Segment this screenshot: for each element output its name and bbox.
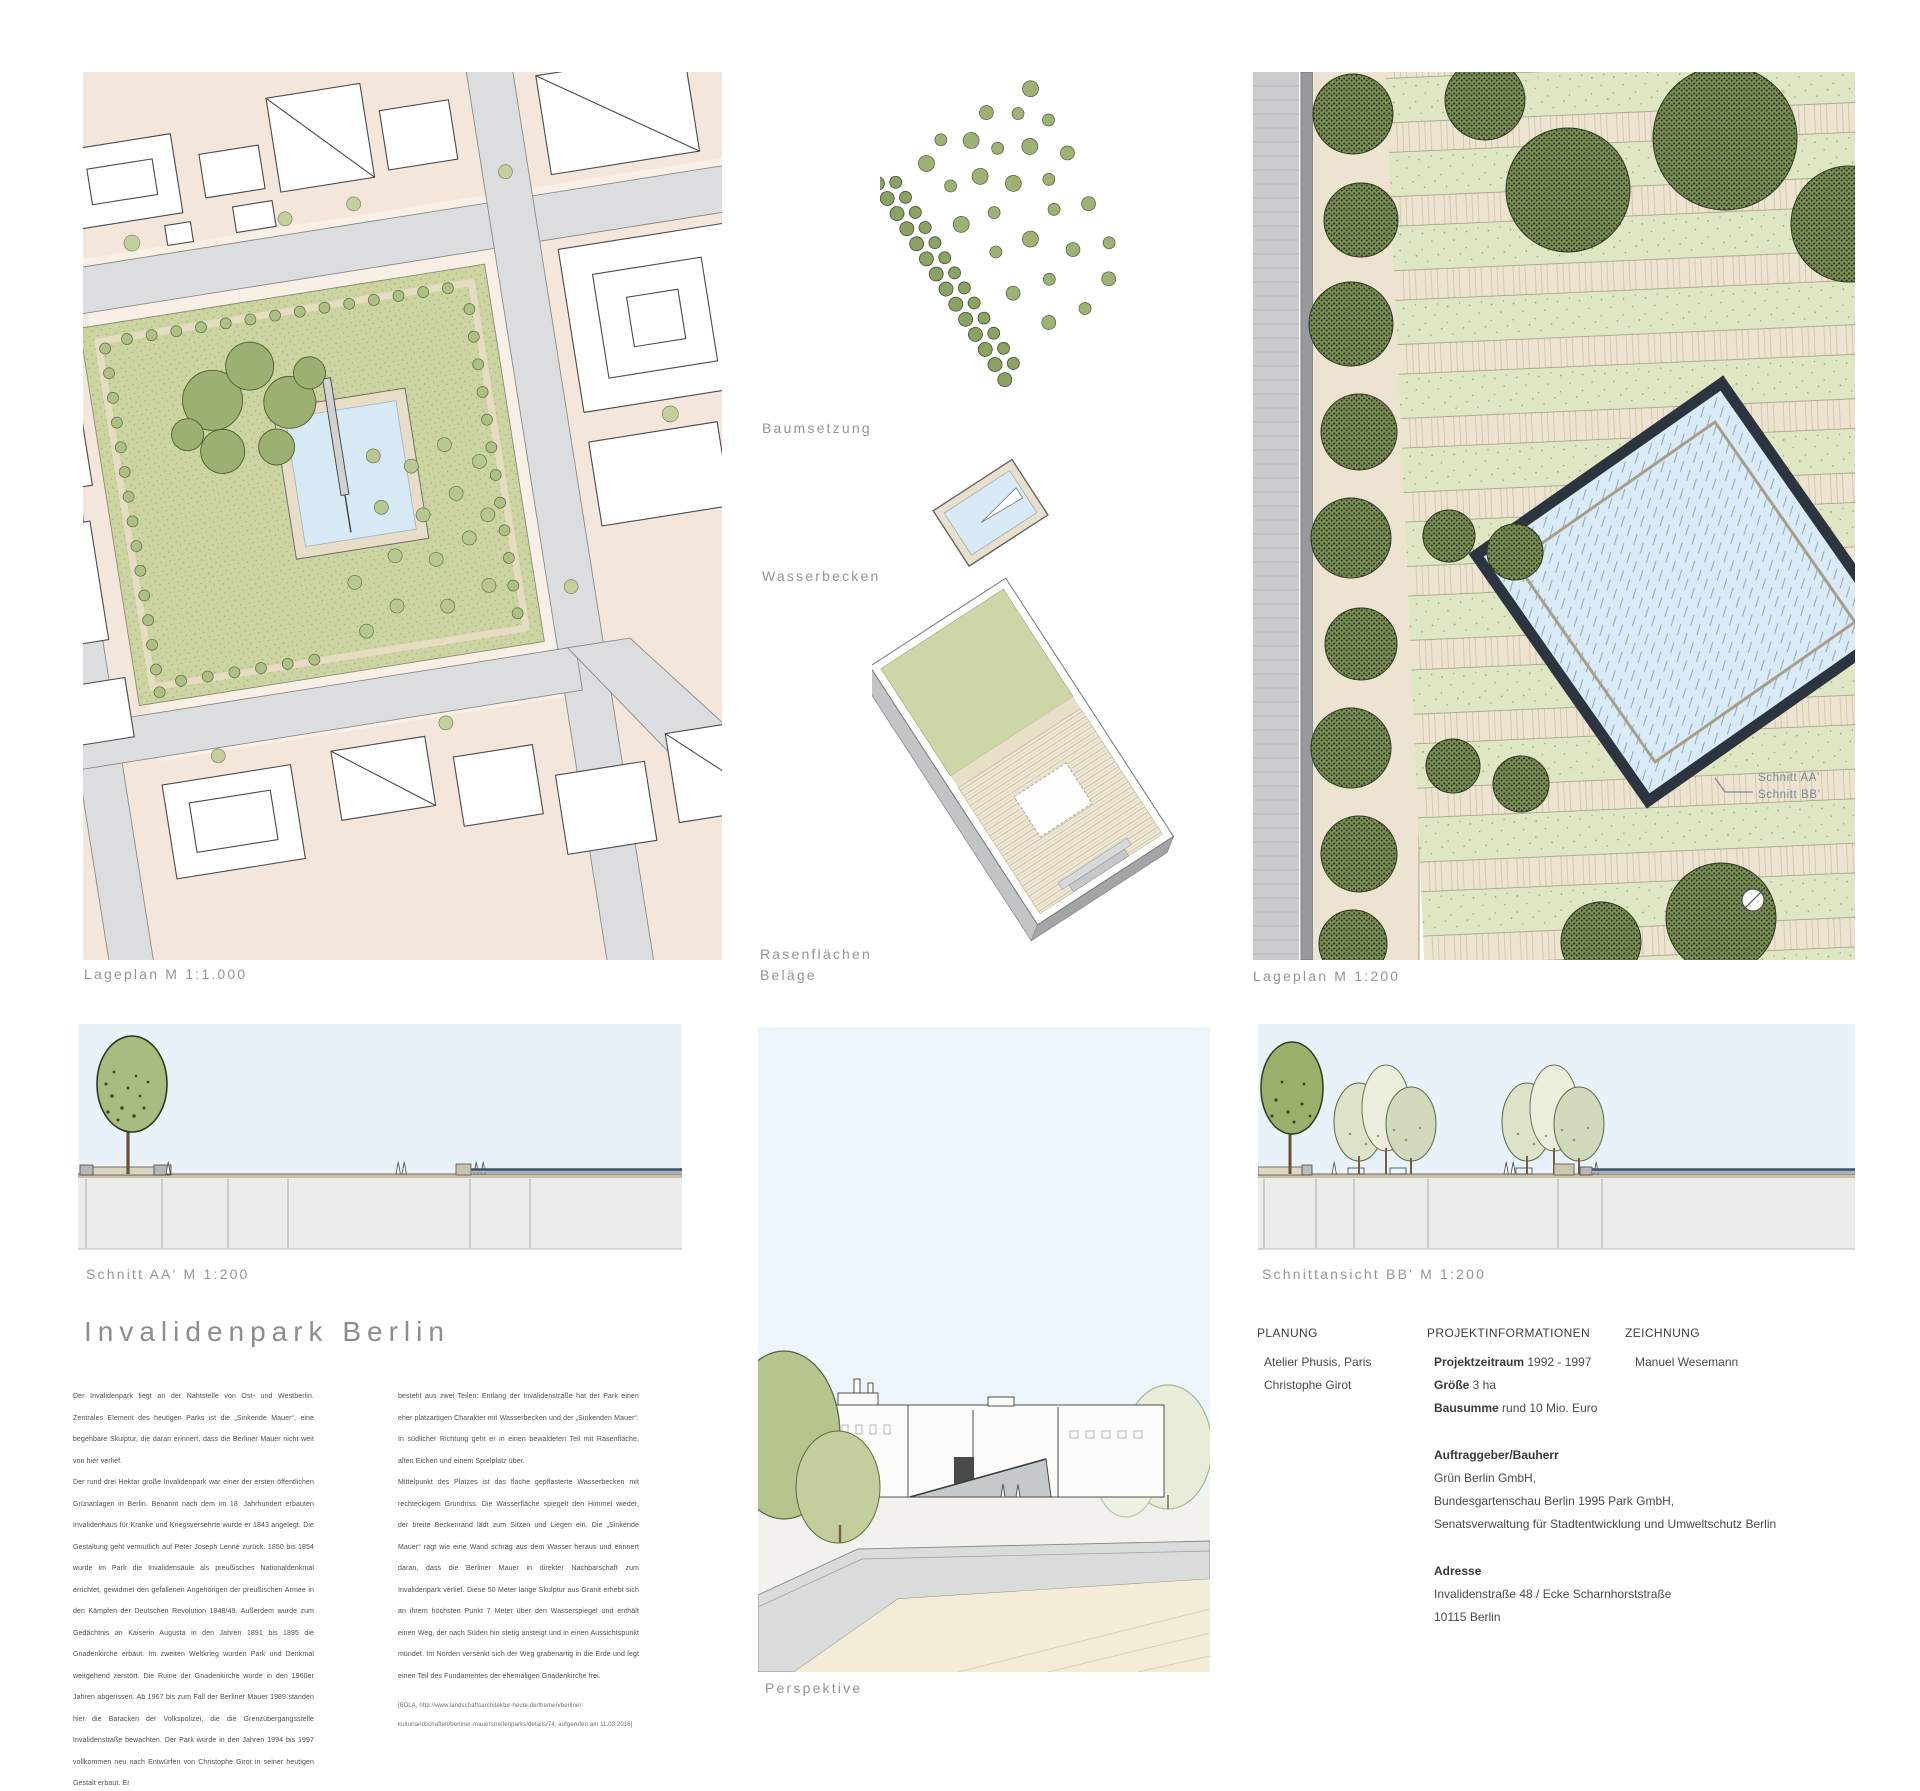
info-line: 10115 Berlin [1434,1610,1501,1624]
scattered-trees [907,78,1157,349]
page-title: Invalidenpark Berlin [84,1316,450,1347]
info-line: Invalidenstraße 48 / Ecke Scharnhorststraße [1434,1587,1672,1601]
paragraph: besteht aus zwei Teilen: Entlang der Invalidenstraße hat der Park einen eher platzartigen Charakter mit Wasserbecken und der „Sinkenden Mauer“. In südlicher Richtung geht er in einen bewaldeten Teil mit Rasenfläche, alten Eichen und einem Spielplatz über. [398,1393,639,1465]
zeichnung-header: ZEICHNUNG [1625,1326,1700,1340]
info-column-zeichnung [1625,1322,1738,1374]
water-surface [471,1170,682,1174]
info-line: Grün Berlin GmbH, [1434,1471,1537,1485]
perspective-drawing [758,1027,1210,1672]
rasenflaechen-belaege-label: Rasenflächen Beläge [760,946,873,983]
info-line: Größe 3 ha [1434,1378,1497,1392]
info-line: Bundesgartenschau Berlin 1995 Park GmbH, [1434,1494,1675,1508]
curb-strip [1301,72,1313,960]
paragraph: Der Invalidenpark liegt an der Nahtstelle von Ost- und Westberlin. Zentrales Element des heutigen Parks ist die „Sinkende Mauer“, eine begehbare Skulptur, die daran erinnert, dass die Berliner Mauer nicht weit von hier verlief. [73,1393,314,1465]
section-aa-label: Schnitt AA' M 1:200 [86,1266,250,1282]
wasserbecken-label: Wasserbecken [762,568,881,584]
north-arrow-icon [1742,889,1764,911]
site-plan-200-label: Lageplan M 1:200 [1253,968,1401,984]
site-plan-200-drawing [1253,72,1855,960]
section-cut-annotation: Schnitt AA' Schnitt BB' [1758,772,1821,801]
citation: [BDLA, http://www.landschaftsarchitektur-heute.de/themen/berliner-kulturlandschaften/berliner-mauerstreifenparks/details/74, aufgerufen am 11.03.2016] [398,1703,633,1728]
section-bb-drawing [1258,1024,1855,1260]
info-line: Christophe Girot [1264,1378,1352,1392]
info-line: Atelier Phusis, Paris [1264,1355,1372,1369]
surfaces-diagram [872,575,1182,960]
tree-placement-diagram [880,78,1190,418]
section-aa-drawing [78,1024,682,1260]
perspective-label: Perspektive [765,1680,863,1696]
site-plan-1000-drawing [83,72,722,960]
info-line: Manuel Wesemann [1635,1355,1739,1369]
tree-row [880,166,1027,390]
planung-header: PLANUNG [1257,1326,1318,1340]
baumsetzung-label: Baumsetzung [762,420,872,436]
water-surface [1592,1170,1855,1174]
info-line: Projektzeitraum 1992 - 1997 [1434,1355,1592,1369]
site-plan-200 [1253,72,1855,960]
paragraph: Mittelpunkt des Platzes ist das flache gepflasterte Wasserbecken mit rechteckigem Grundriss. Die Wasserfläche spiegelt den Himmel wieder, der breite Beckenrand lädt zum Sitzen und Liegen ein. Die „Sinkende Mauer“ ragt wie eine Wand schräg aus dem Wasser heraus und erinnert daran, dass die Berliner Mauer in direkter Nachbarschaft zum Invalidenpark verlief. Diese 50 Meter lange Skulptur aus Granit erhebt sich an ihrem höchsten Punkt 7 Meter über den Wasserspiegel und enthält einen Weg, der nach Süden hin stetig ansteigt und in einen Aussichtspunkt mündet. Im Norden versenkt sich der Weg grabenartig in die Erde und legt einen Teil des Fundamentes der ehemaligen Gnadenkirche frei. [398,1479,639,1680]
perspective-view [758,1027,1210,1672]
info-column-planung [1257,1322,1371,1397]
info-line: Senatsverwaltung für Stadtentwicklung und Umweltschutz Berlin [1434,1517,1777,1531]
projekt-header: PROJEKTINFORMATIONEN [1427,1326,1591,1340]
water-basin-diagram [925,452,1055,572]
info-line: Bausumme rund 10 Mio. Euro [1434,1401,1598,1415]
park-block [83,264,544,705]
paragraph: Der rund drei Hektar große Invalidenpark war einer der ersten öffentlichen Grünanlagen in Berlin. Benannt nach dem im 18. Jahrhundert erbauten Invalidenhaus für Kranke und Kriegsversehrte wurde er 1843 angelegt. Die Gestaltung geht vermutlich auf Peter Joseph Lenné zurück. 1850 bis 1854 wurde im Park die Invalidensäule als preußisches Nationaldenkmal errichtet, gewidmet den gefallenen Angehörigen der preußischen Armee in den Kämpfen der Deutschen Revolution 1848/49. Außerdem wurde zum Gedächtnis an Kaiserin Augusta in den Jahren 1891 bis 1895 die Gnadenkirche erbaut. Im zweiten Weltkrieg wurden Park und Denkmal weitgehend zerstört. Die Ruine der Gnadenkirche wurde in den 1960er Jahren abgerissen. Ab 1967 bis zum Fall der Berliner Mauer 1989 standen hier die Baracken der Volkspolizei, die die Grenzübergangsstelle Invalidenstraße bewachten. Der Park wurde in den Jahren 1994 bis 1997 vollkommen neu nach Entwürfen von Christophe Girot in seiner heutigen Gestalt erbaut. Er [73,1479,314,1787]
section-bb-label: Schnittansicht BB' M 1:200 [1262,1266,1487,1282]
article-column-1 [73,1386,314,1791]
adresse-header: Adresse [1434,1564,1482,1578]
site-plan-1000-label: Lageplan M 1:1.000 [84,966,248,982]
auftraggeber-header: Auftraggeber/Bauherr [1434,1448,1559,1462]
site-plan-1000 [83,72,722,960]
article-column-2 [398,1386,639,1735]
section-bb [1258,1024,1855,1260]
section-aa [78,1024,682,1260]
